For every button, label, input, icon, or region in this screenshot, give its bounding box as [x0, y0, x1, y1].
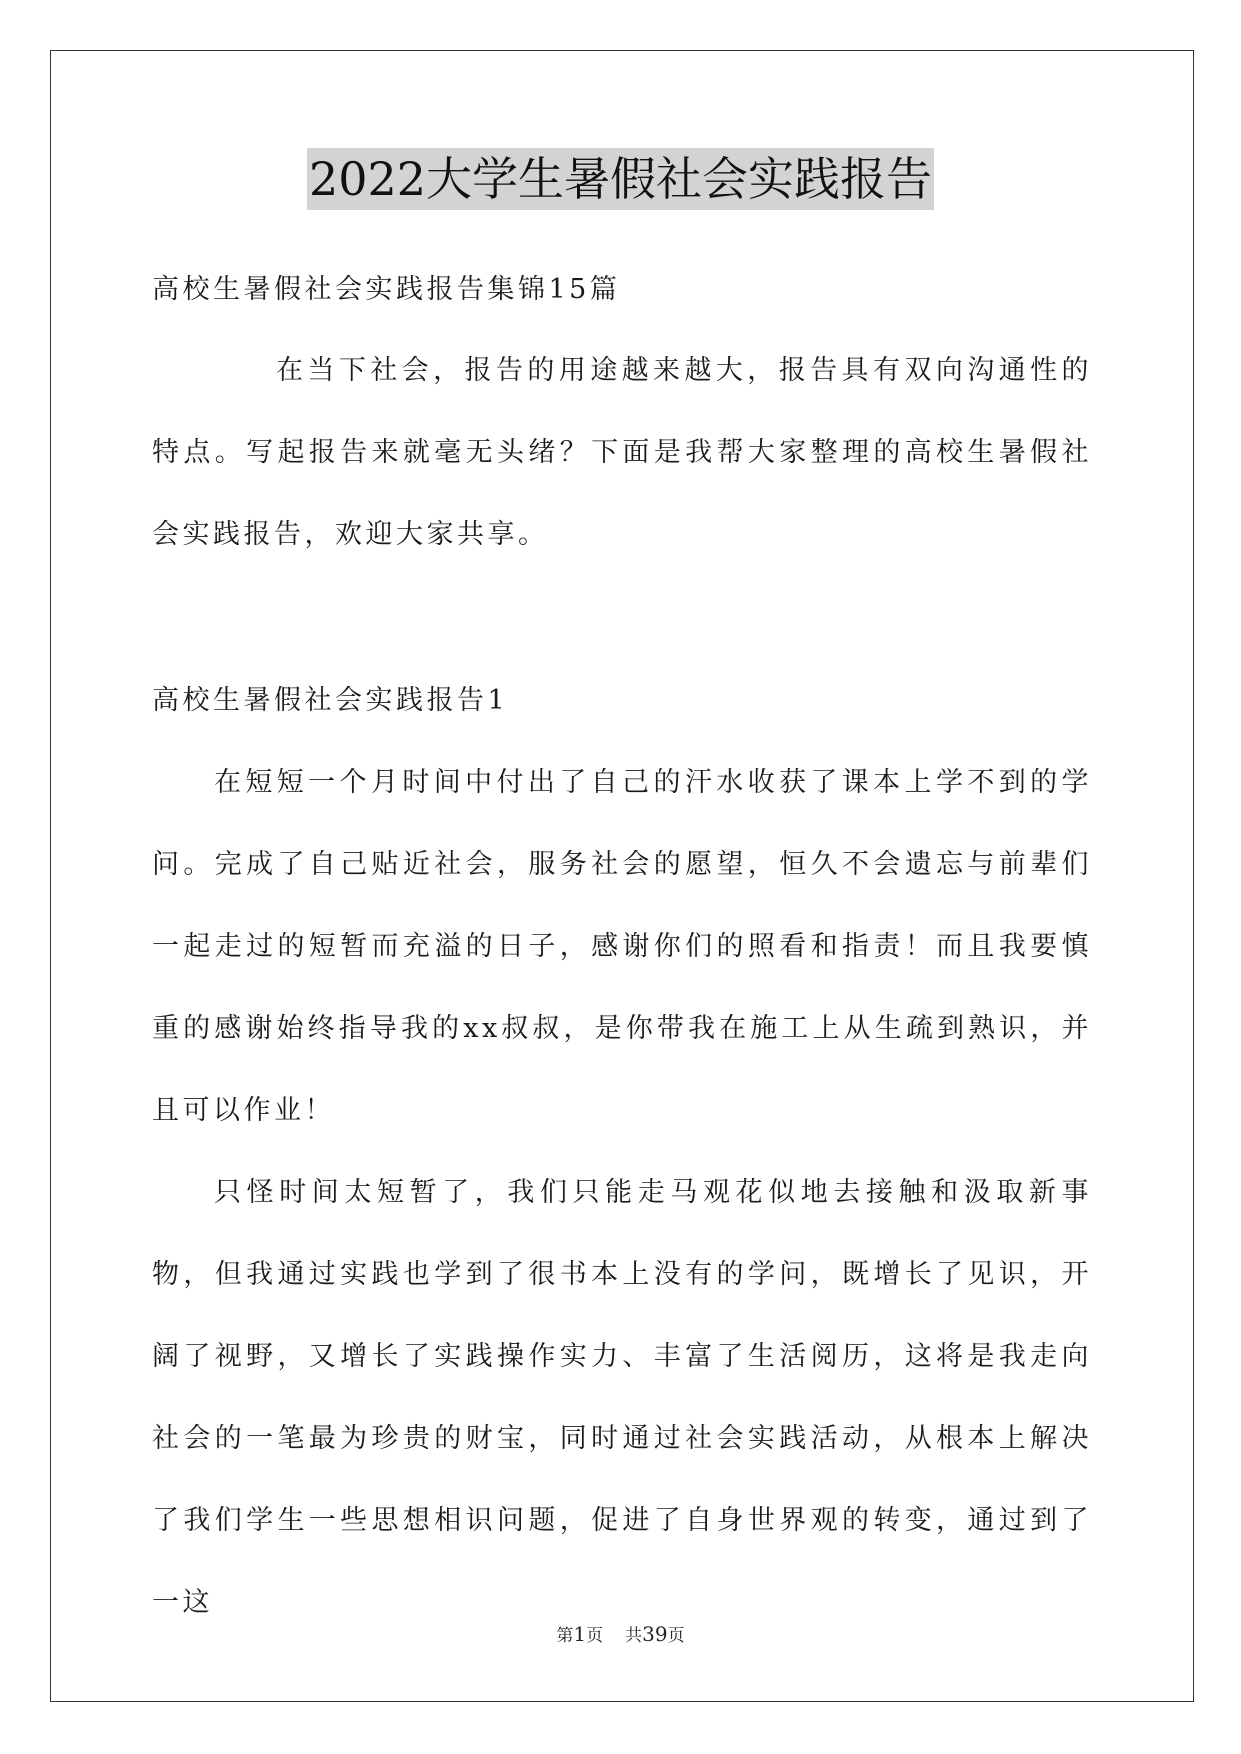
total-suffix: 页 [667, 1626, 685, 1646]
total-page-count: 39 [642, 1622, 668, 1646]
document-subtitle-block [152, 249, 1092, 331]
intro-block [152, 330, 1092, 576]
body-paragraph: 只怪时间太短暂了，我们只能走马观花似地去接触和汲取新事物，但我通过实践也学到了很书本上没有的学问，既增长了见识，开阔了视野，又增长了实践操作实力、丰富了生活阅历，这将是我走向社会的一笔最为珍贵的财宝，同时通过社会实践活动，从根本上解决了我们学生一些思想相识问题，促进了自身世界观的转变，通过到了一这 [152, 1177, 1092, 1618]
body-paragraph: 在短短一个月时间中付出了自己的汗水收获了课本上学不到的学问。完成了自己贴近社会，服务社会的愿望，恒久不会遗忘与前辈们一起走过的短暂而充溢的日子，感谢你们的照看和指责！而且我要慎重的感谢始终指导我的xx叔叔，是你带我在施工上从生疏到熟识，并且可以作业！ [152, 767, 1092, 1126]
title-container [0, 148, 1241, 210]
total-prefix: 共 [625, 1626, 643, 1646]
body-paragraph-2-block [152, 1152, 1092, 1644]
page-footer [0, 1622, 1241, 1648]
intro-paragraph: 在当下社会，报告的用途越来越大，报告具有双向沟通性的特点。写起报告来就毫无头绪？下面是我帮大家整理的高校生暑假社会实践报告，欢迎大家共享。 [152, 355, 1092, 550]
body-paragraph-1-block [152, 742, 1092, 1152]
current-page-number: 1 [573, 1622, 587, 1646]
document-title: 2022大学生暑假社会实践报告 [307, 148, 934, 210]
section-heading-block [152, 660, 1092, 742]
document-subtitle: 高校生暑假社会实践报告集锦15篇 [152, 274, 621, 305]
section-heading: 高校生暑假社会实践报告1 [152, 685, 509, 716]
page-suffix: 页 [586, 1626, 604, 1646]
page-prefix: 第 [556, 1626, 574, 1646]
